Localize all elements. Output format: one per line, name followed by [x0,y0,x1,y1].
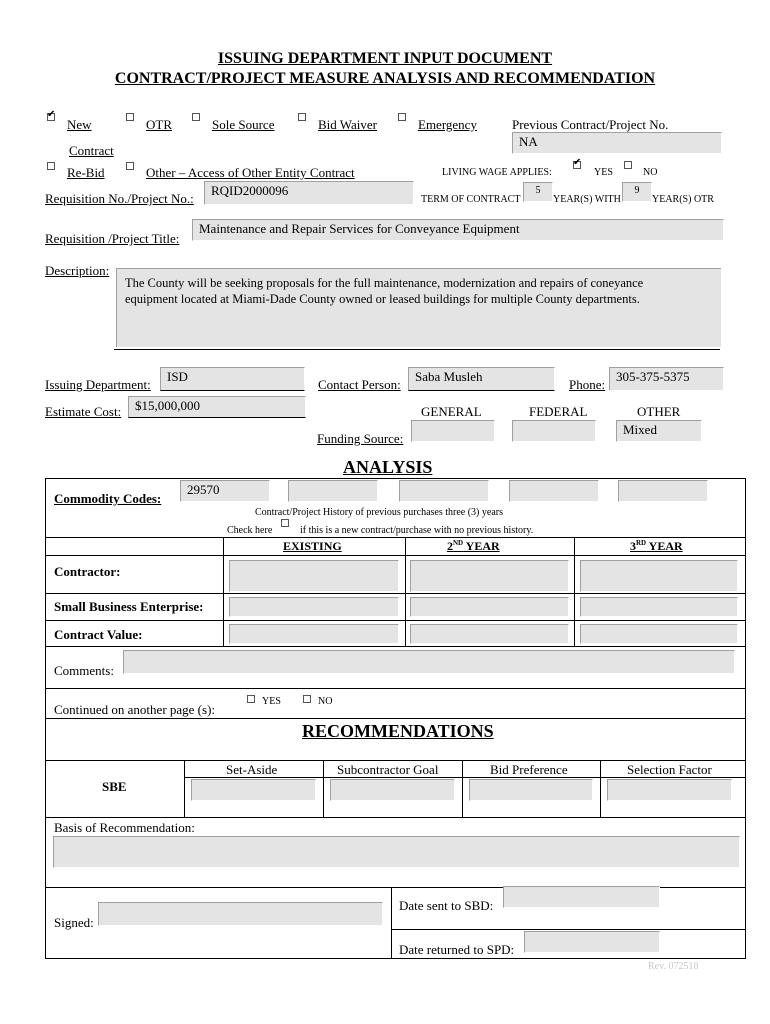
description-line1: The County will be seeking proposals for the full maintenance, modernization and repairs of coneyance [125,276,644,290]
contractor-existing-field[interactable] [229,560,399,592]
term-with-label: YEAR(S) WITH [553,194,621,205]
set-aside-field[interactable] [191,779,316,801]
sbe-existing-field[interactable] [229,597,399,617]
check-here-tail: if this is a new contract/purchase with no previous history. [300,525,534,536]
issuing-department-label: Issuing Department: [45,377,151,392]
col-3rd-tail: YEAR [646,539,683,553]
col-3rd-sup: RD [636,539,647,547]
selection-factor-field[interactable] [607,779,732,801]
set-aside-header: Set-Aside [226,762,278,777]
contract-value-2nd-field[interactable] [410,624,569,644]
new-checkbox[interactable] [47,113,55,121]
subcontractor-goal-header: Subcontractor Goal [337,762,439,777]
bid-preference-field[interactable] [469,779,593,801]
form-title-line1: ISSUING DEPARTMENT INPUT DOCUMENT [217,50,553,67]
estimate-cost-field[interactable]: $15,000,000 [128,396,306,418]
funding-federal-label: FEDERAL [529,404,588,419]
previous-contract-label: Previous Contract/Project No. [512,117,669,132]
bid-preference-header: Bid Preference [490,762,568,777]
contact-person-field[interactable]: Saba Musleh [408,367,555,391]
history-text: Contract/Project History of previous purchases three (3) years [255,507,503,518]
description-label: Description: [45,263,110,278]
recommendations-heading: RECOMMENDATIONS [302,721,494,741]
sbe-row-label: SBE [102,779,127,794]
sbe-3rd-field[interactable] [580,597,738,617]
contract-value-3rd-field[interactable] [580,624,738,644]
rebid-checkbox[interactable] [47,162,55,170]
previous-contract-field[interactable]: NA [512,132,722,154]
signed-field[interactable] [98,902,383,926]
col-2nd-num: 2 [447,539,453,553]
date-spd-label: Date returned to SPD: [399,942,515,957]
otr-label: OTR [146,117,172,132]
living-wage-label: LIVING WAGE APPLIES: [442,167,552,178]
continued-no-checkbox[interactable] [303,695,311,703]
sbe-2nd-field[interactable] [410,597,569,617]
commodity-code-3[interactable] [399,480,489,502]
description-line2: equipment located at Miami-Dade County owned or leased buildings for multiple County departments. [125,292,640,306]
commodity-code-2[interactable] [288,480,378,502]
no-history-checkbox[interactable] [281,519,289,527]
contact-person-label: Contact Person: [318,377,401,392]
check-here-label: Check here [227,525,273,536]
bid-waiver-label: Bid Waiver [318,117,378,132]
col-2nd-tail: YEAR [463,539,500,553]
contractor-3rd-field[interactable] [580,560,738,592]
funding-other-label: OTHER [637,404,681,419]
living-wage-no-checkbox[interactable] [624,161,632,169]
living-wage-no-label: NO [643,167,658,178]
funding-general-label: GENERAL [421,404,482,419]
requisition-field[interactable]: RQID2000096 [204,181,414,205]
col-2nd-year [447,540,500,552]
commodity-codes-label: Commodity Codes: [54,491,162,506]
contract-value-label: Contract Value: [54,627,143,642]
col-existing: EXISTING [283,539,342,553]
date-spd-field[interactable] [524,931,660,953]
funding-general-field[interactable] [411,420,495,442]
new-label-line2: Contract [69,143,114,158]
bid-waiver-checkbox[interactable] [298,113,306,121]
emergency-checkbox[interactable] [398,113,406,121]
description-field[interactable] [116,268,721,347]
phone-label: Phone: [569,377,606,392]
continued-label: Continued on another page (s): [54,702,216,717]
other-label: Other – Access of Other Entity Contract [146,165,355,180]
continued-yes-label: YES [262,696,281,707]
sole-source-label: Sole Source [212,117,275,132]
funding-other-field[interactable]: Mixed [616,420,702,442]
contractor-label: Contractor: [54,564,121,579]
commodity-code-4[interactable] [509,480,599,502]
form-title-line2: CONTRACT/PROJECT MEASURE ANALYSIS AND RECOMMENDATION [114,70,656,87]
selection-factor-header: Selection Factor [627,762,712,777]
col-3rd-num: 3 [630,539,636,553]
living-wage-yes-label: YES [594,167,613,178]
analysis-heading: ANALYSIS [343,457,433,477]
comments-label: Comments: [54,663,114,678]
continued-no-label: NO [318,696,333,707]
contract-value-existing-field[interactable] [229,624,399,644]
phone-field[interactable]: 305-375-5375 [609,367,724,391]
estimate-cost-label: Estimate Cost: [45,404,122,419]
new-label: New [67,117,92,132]
sbe-label: Small Business Enterprise: [54,599,204,614]
term-otr-years-field[interactable]: 9 [622,182,652,202]
comments-field[interactable] [123,650,735,674]
subcontractor-goal-field[interactable] [330,779,455,801]
requisition-label: Requisition No./Project No.: [45,191,194,206]
emergency-label: Emergency [418,117,477,132]
rebid-label: Re-Bid [67,165,105,180]
otr-checkbox[interactable] [126,113,134,121]
term-label: TERM OF CONTRACT [421,194,521,205]
basis-field[interactable] [53,836,740,868]
funding-source-label: Funding Source: [317,431,404,446]
date-sbd-field[interactable] [503,886,660,908]
sole-source-checkbox[interactable] [192,113,200,121]
term-otr-label: YEAR(S) OTR [652,194,714,205]
other-checkbox[interactable] [126,162,134,170]
term-years-field[interactable]: 5 [523,182,553,202]
revision-label: Rev. 072518 [648,961,699,972]
continued-yes-checkbox[interactable] [247,695,255,703]
funding-federal-field[interactable] [512,420,596,442]
date-sbd-label: Date sent to SBD: [399,898,494,913]
signed-label: Signed: [54,915,94,930]
commodity-code-1[interactable]: 29570 [180,480,270,502]
project-title-label: Requisition /Project Title: [45,231,180,246]
project-title-field[interactable]: Maintenance and Repair Services for Conveyance Equipment [192,219,724,241]
contractor-2nd-field[interactable] [410,560,569,592]
commodity-code-5[interactable] [618,480,708,502]
col-3rd-year [630,540,683,552]
living-wage-yes-checkbox[interactable] [573,161,581,169]
issuing-department-field[interactable]: ISD [160,367,305,391]
col-2nd-sup: ND [453,539,464,547]
basis-label: Basis of Recommendation: [54,820,195,835]
